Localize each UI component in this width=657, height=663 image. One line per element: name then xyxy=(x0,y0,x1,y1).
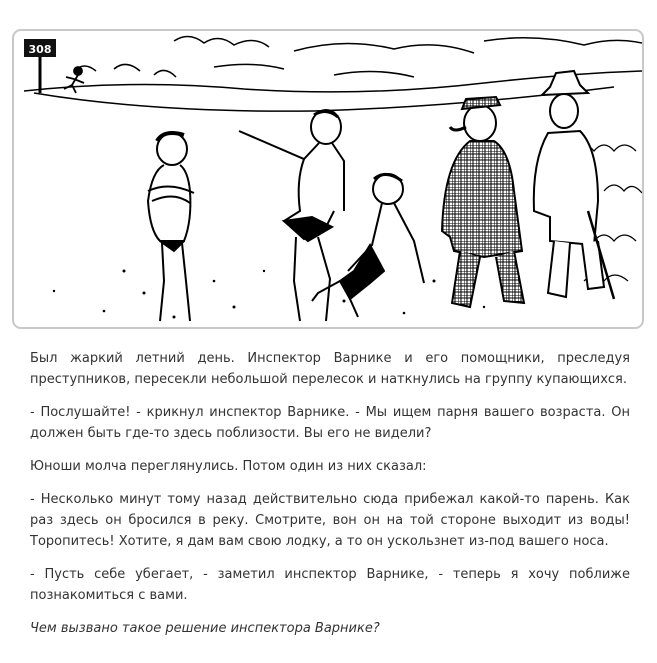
boy-arms-crossed xyxy=(148,133,194,321)
story-text xyxy=(30,348,630,651)
boy-pointing xyxy=(239,110,344,321)
beach-illustration xyxy=(14,31,642,327)
distant-runner xyxy=(64,67,84,93)
story-paragraph: - Пусть себе убегает, - заметил инспектор Варнике, - теперь я хочу поближе познакомиться с вами. xyxy=(30,567,630,603)
story-paragraph: Был жаркий летний день. Инспектор Варнике и его помощники, преследуя преступников, пересекли небольшой перелесок и наткнулись на группу купающихся. xyxy=(30,351,630,387)
illustration-frame xyxy=(12,29,644,329)
assistant xyxy=(534,71,614,299)
inspector-varnike xyxy=(442,97,524,307)
sign-number: 308 xyxy=(28,43,52,56)
far-shore xyxy=(24,36,642,111)
story-question: Чем вызвано такое решение инспектора Варнике? xyxy=(30,621,380,636)
story-paragraph: - Несколько минут тому назад действительно сюда прибежал какой-то парень. Как раз здесь он бросился в реку. Смотрите, вон он на той стороне выходит из воды! Торопитесь! Хотите, я дам вам свою лодку, а то он ускользнет из-под вашего носа. xyxy=(30,492,630,549)
sign-308 xyxy=(24,39,56,93)
story-paragraph: - Послушайте! - крикнул инспектор Варнике. - Мы ищем парня вашего возраста. Он должен быть где-то здесь поблизости. Вы его не видели? xyxy=(30,405,630,441)
story-paragraph: Юноши молча переглянулись. Потом один из них сказал: xyxy=(30,459,427,474)
ground-pebbles xyxy=(53,270,485,319)
